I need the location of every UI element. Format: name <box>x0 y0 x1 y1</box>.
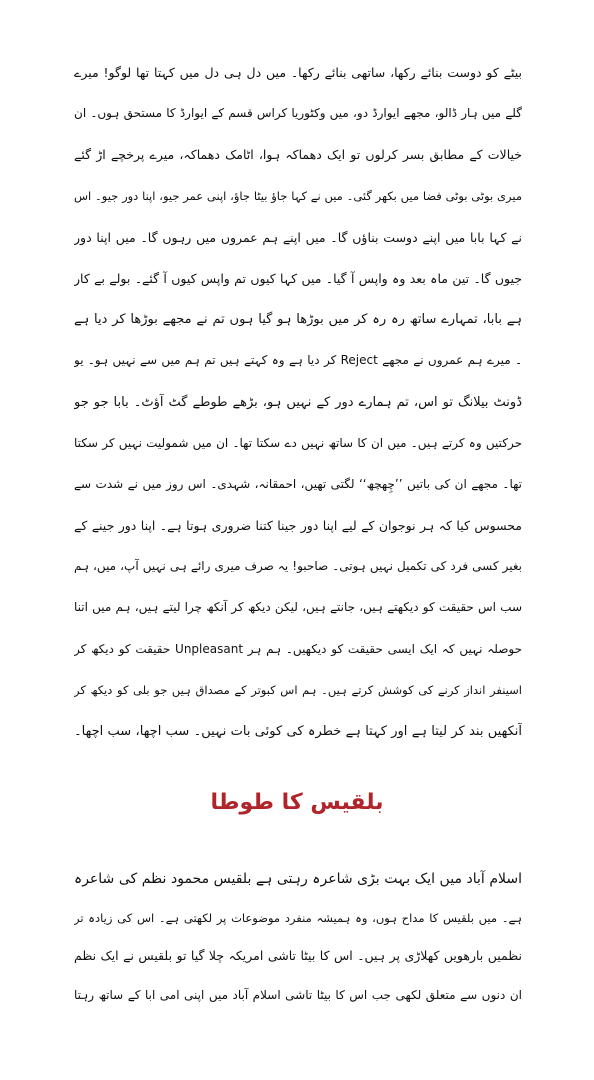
text-line: اسلام آباد میں ایک بہت بڑی شاعرہ رہتی ہے بلقیس محمود نظم کی شاعرہ <box>74 871 522 887</box>
section-heading: بلقیس کا طوطا <box>210 790 384 815</box>
text-line: میری بوٹی بوٹی فضا میں بکھر گئی۔ میں نے کہا جاؤ بیٹا جاؤ، اپنی عمر جیو، اپنا دور جیو۔ اس <box>74 188 522 203</box>
text-line: ان دنوں سے متعلق لکھی جب اس کا بیٹا تاشی اسلام آباد میں اپنی امی ابا کے ساتھ رہتا <box>74 987 522 1002</box>
body-paragraph <box>74 860 522 1014</box>
text-line: محسوس کیا کہ ہر نوجوان کے لیے اپنا دور جینا کتنا ضروری ہوتا ہے۔ اپنا دور جینے کے <box>74 518 522 534</box>
text-line: ۔ میرے ہم عمروں نے مجھے Reject کر دیا ہے وہ کہتے ہیں تم ہم میں سے نہیں ہو۔ یو <box>74 353 522 368</box>
text-line: حوصلہ نہیں کہ ایک ایسی حقیقت کو دیکھیں۔ ہم ہر Unpleasant حقیقت کو دیکھ کر <box>74 641 522 656</box>
text-line: خیالات کے مطابق بسر کرلوں تو ایک دھماکہ ہوا، اٹامک دھماکہ، میرے پرخچے اڑ گئے <box>74 147 522 163</box>
text-line: نے کہا بابا میں اپنے دوست بناؤں گا۔ میں اپنے ہم عمروں میں رہوں گا۔ میں اپنا دور <box>74 229 522 245</box>
text-line: حرکتیں وہ کرتے ہیں۔ میں ان کا ساتھ نہیں دے سکتا تھا۔ ان میں شمولیت نہیں کر سکتا <box>74 435 522 450</box>
text-line: ڈونٹ بیلانگ تو اس، تم ہمارے دور کے نہیں ہو، بڑھے طوطے گٹ آؤٹ۔ بابا جو جو <box>74 394 522 410</box>
text-line: جیوں گا۔ تین ماہ بعد وہ واپس آ گیا۔ میں کہا کیوں تم واپس کیوں آ گئے۔ بولے بے کار <box>74 270 522 286</box>
text-line: بیٹے کو دوست بنائے رکھا، ساتھی بنائے رکھا۔ میں دل ہی دل میں کہتا تھا لوگو! میرے <box>74 65 522 80</box>
text-line: نظمیں بارھویں کھلاڑی پر ہیں۔ اس کا بیٹا تاشی امریکہ چلا گیا تو بلقیس نے ایک نظم <box>74 948 522 963</box>
text-line: اسینفر انداز کرنے کی کوشش کرتے ہیں۔ ہم اس کبوتر کے مصداق ہیں جو بلی کو دیکھ کر <box>74 682 522 697</box>
body-paragraph <box>74 52 522 752</box>
text-line: گلے میں ہار ڈالو، مجھے ایوارڈ دو، میں وکٹوریا کراس قسم کے ایوارڈ کا مستحق ہوں۔ ان <box>74 106 522 121</box>
text-line: بغیر کسی فرد کی تکمیل نہیں ہوتی۔ صاحبو! یہ صرف میری رائے ہی نہیں آپ، میں، ہم <box>74 559 522 574</box>
text-line: تھا۔ مجھے ان کی باتیں ’’چِھچھ‘‘ لگتی تھیں، احمقانہ، شہدی۔ اس روز میں نے شدت سے <box>74 476 522 491</box>
text-line: ہے بابا، تمہارے ساتھ رہ رہ کر میں بوڑھا ہو گیا ہوں تم نے مجھے بوڑھا کر دیا ہے <box>74 312 522 328</box>
text-line: ہے۔ میں بلقیس کا مداح ہوں، وہ ہمیشہ منفرد موضوعات پر لکھتی ہے۔ اس کی زیادہ تر <box>74 910 522 925</box>
text-line: آنکھیں بند کر لیتا ہے اور کہتا ہے خطرہ کی کوئی بات نہیں۔ سب اچھا، سب اچھا۔ <box>74 724 522 739</box>
text-line: سب اس حقیقت کو دیکھتے ہیں، جانتے ہیں، لیکن دیکھ کر آنکھ چرا لیتے ہیں، ہم میں اتنا <box>74 600 522 615</box>
